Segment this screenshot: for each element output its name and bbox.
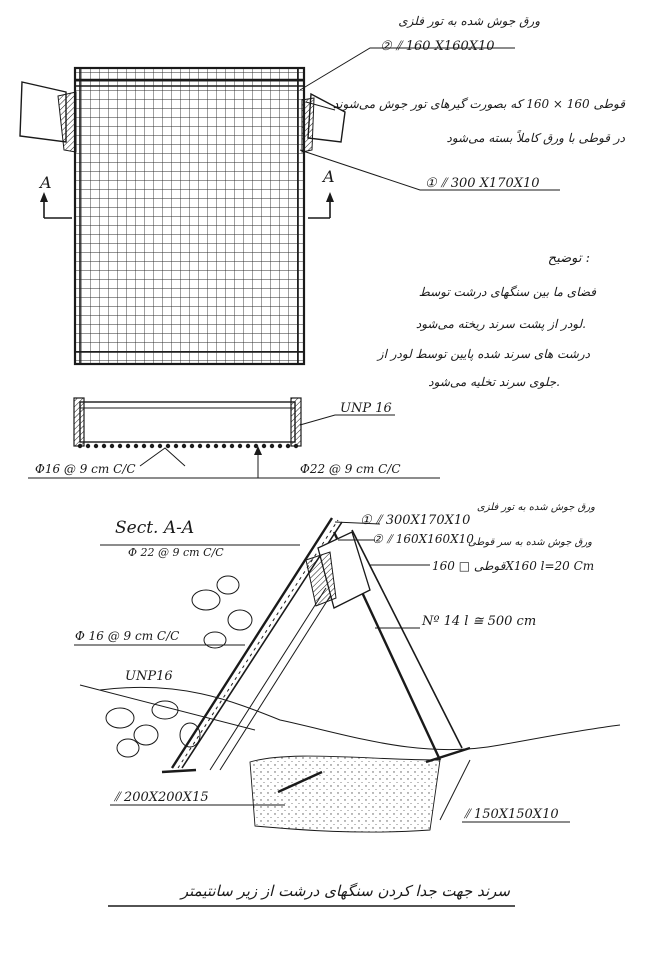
note-right-2: در قوطی با ورق کاملاً بسته می‌شود bbox=[446, 131, 625, 145]
section-unp-label: UNP16 bbox=[125, 669, 173, 684]
rebar-dot bbox=[86, 444, 90, 448]
rebar-dot bbox=[94, 444, 98, 448]
rebar-dot bbox=[278, 444, 282, 448]
section-item-1-note: ورق جوش شده به تور فلزی bbox=[476, 502, 595, 513]
section-np-label: Nº 14 l ≅ 500 cm bbox=[422, 614, 537, 629]
soil-fill bbox=[250, 756, 440, 832]
rebar-dot bbox=[262, 444, 266, 448]
rebar-dot bbox=[182, 444, 186, 448]
rebar-dot bbox=[246, 444, 250, 448]
explanation-block bbox=[376, 251, 596, 389]
rebar-dot bbox=[230, 444, 234, 448]
screen-mesh bbox=[75, 68, 304, 364]
rebar-dot bbox=[102, 444, 106, 448]
rebar-dot bbox=[286, 444, 290, 448]
rebar-dot bbox=[198, 444, 202, 448]
rebar-dot bbox=[174, 444, 178, 448]
rebar-dot bbox=[166, 444, 170, 448]
explanation-title: توضیح : bbox=[547, 251, 590, 266]
rebar-dot bbox=[126, 444, 130, 448]
rebar-dot bbox=[206, 444, 210, 448]
rebar-dot bbox=[118, 444, 122, 448]
label-item-2: ② ⫽ 160 X160X10 bbox=[380, 39, 495, 54]
label-item-1: ① ⫽ 300 X170X10 bbox=[425, 176, 540, 191]
rebar-dot bbox=[78, 444, 82, 448]
footer-caption: سرند جهت جدا کردن سنگهای درشت از زیر سانتیمتر bbox=[180, 882, 510, 900]
section-item-2: ② ⫽ 160X160X10 bbox=[372, 532, 474, 546]
boulders bbox=[106, 576, 252, 757]
elevation-bar-right: Φ22 @ 9 cm C/C bbox=[300, 462, 401, 476]
note-right-1: قوطی 160 × 160 که بصورت گیرهای تور جوش می‌شوند bbox=[332, 97, 625, 111]
rebar-dot bbox=[270, 444, 274, 448]
explanation-line-2: لودر از پشت سرند ریخته می‌شود. bbox=[415, 317, 586, 331]
section-box-label: قوطی □ 160X160 l=20 Cm bbox=[432, 559, 595, 573]
rebar-dot bbox=[158, 444, 162, 448]
explanation-line-3: درشت های سرند شده پایین توسط لودر از bbox=[377, 347, 590, 361]
section-item-1: ① ⫽ 300X170X10 bbox=[360, 513, 471, 528]
elevation-bar-left: Φ16 @ 9 cm C/C bbox=[35, 462, 136, 476]
section-plate-left: ⫽ 200X200X15 bbox=[114, 790, 209, 805]
rebar-dot bbox=[222, 444, 226, 448]
section-title: Sect. A-A bbox=[115, 518, 195, 538]
rebar-dot bbox=[294, 444, 298, 448]
section-bar-mid: Φ 16 @ 9 cm C/C bbox=[75, 629, 180, 643]
explanation-line-4: جلوی سرند تخلیه می‌شود. bbox=[428, 375, 560, 389]
left-plate bbox=[20, 82, 66, 142]
section-bar-top: Φ 22 @ 9 cm C/C bbox=[128, 546, 224, 559]
rebar-dot bbox=[110, 444, 114, 448]
rebar-dot bbox=[134, 444, 138, 448]
rebar-dot bbox=[190, 444, 194, 448]
section-mark-right: A bbox=[323, 167, 335, 186]
elevation-unp-label: UNP 16 bbox=[340, 401, 392, 416]
header-note: ورق جوش شده به تور فلزی bbox=[398, 14, 540, 28]
section-mark-left: A bbox=[40, 173, 52, 192]
rebar-dot bbox=[142, 444, 146, 448]
explanation-line-1: فضای ما بین سنگهای درشت توسط bbox=[418, 285, 596, 299]
ground-line bbox=[100, 687, 620, 749]
section-plate-right: ⫽ 150X150X10 bbox=[464, 807, 559, 822]
rebar-dot bbox=[150, 444, 154, 448]
rebar-dot bbox=[238, 444, 242, 448]
rebar-dots bbox=[78, 444, 298, 448]
rebar-dot bbox=[214, 444, 218, 448]
section-item-2-note: ورق جوش شده به سر قوطی bbox=[467, 537, 592, 548]
